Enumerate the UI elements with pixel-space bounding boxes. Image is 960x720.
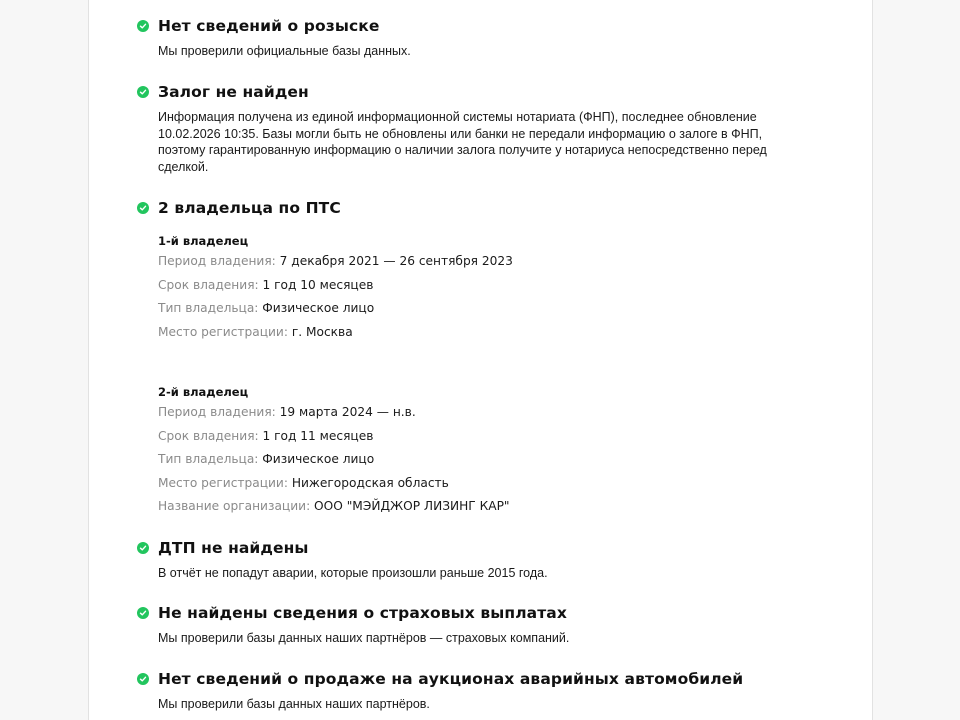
owner-row-label: Период владения:: [158, 254, 276, 268]
check-circle-icon: [137, 86, 149, 98]
owner-row-label: Название организации:: [158, 499, 311, 513]
section-title: Залог не найден: [158, 83, 309, 101]
owner-row-value: 7 декабря 2021 — 26 сентября 2023: [279, 254, 513, 268]
owner-row-value: 1 год 10 месяцев: [262, 277, 374, 292]
owner-row-value: 1 год 11 месяцев: [262, 428, 374, 443]
owner-row: [158, 495, 798, 519]
check-circle-icon: [137, 20, 149, 32]
section-title: Нет сведений о розыске: [158, 17, 380, 35]
owner-row-label: Период владения:: [158, 405, 276, 419]
owner-row-label: Место регистрации:: [158, 324, 288, 339]
owner-row-value: 19 марта 2024 — н.в.: [279, 405, 416, 419]
owner-title: 2-й владелец: [158, 385, 249, 399]
owner-row-label: Место регистрации:: [158, 475, 288, 490]
check-circle-icon: [137, 673, 149, 685]
section-insurance: [137, 601, 817, 647]
owner-row: [158, 425, 798, 449]
section-description: Мы проверили официальные базы данных.: [158, 44, 411, 58]
section-title: Нет сведений о продаже на аукционах аварийных автомобилей: [158, 670, 744, 688]
owner-row-value: Физическое лицо: [262, 452, 375, 466]
section-wanted: [137, 14, 817, 60]
owner-row-value: г. Москва: [291, 324, 353, 339]
owner-row: [158, 297, 798, 321]
owner-row-label: Срок владения:: [158, 277, 259, 292]
section-title: ДТП не найдены: [158, 539, 309, 557]
owner-row-value: ООО "МЭЙДЖОР ЛИЗИНГ КАР": [314, 499, 510, 513]
section-description: Мы проверили базы данных наших партнёров.: [158, 697, 430, 711]
owner-row-label: Срок владения:: [158, 428, 259, 443]
section-owners: [137, 196, 817, 220]
owner-row-value: Нижегородская область: [291, 475, 449, 490]
owner-row: [158, 274, 798, 298]
owner-title: 1-й владелец: [158, 234, 249, 248]
owner-block-1: [158, 232, 798, 344]
section-accidents: [137, 536, 817, 582]
section-description: Мы проверили базы данных наших партнёров — страховых компаний.: [158, 631, 570, 645]
check-circle-icon: [137, 542, 149, 554]
section-title: Не найдены сведения о страховых выплатах: [158, 604, 567, 622]
owner-row-label: Тип владельца:: [158, 301, 259, 315]
check-circle-icon: [137, 202, 149, 214]
owner-row-value: Физическое лицо: [262, 301, 375, 315]
owner-row: [158, 448, 798, 472]
owner-row: [158, 321, 798, 345]
owner-row-label: Тип владельца:: [158, 452, 259, 466]
section-auctions: [137, 667, 817, 713]
owner-block-2: [158, 383, 798, 519]
owner-row: [158, 250, 798, 274]
section-description: Информация получена из единой информационной системы нотариата (ФНП), последнее обновление 10.02.2026 10:35. Базы могли быть не обновлены или банки не передали информацию о залоге в ФНП, поэтому гарантированную информацию о наличии залога получите у нотариуса непосредственно перед сделкой.: [158, 110, 767, 174]
owner-row: [158, 401, 798, 425]
check-circle-icon: [137, 607, 149, 619]
report-card: [88, 0, 873, 720]
section-pledge: [137, 80, 817, 175]
section-description: В отчёт не попадут аварии, которые произошли раньше 2015 года.: [158, 566, 548, 580]
section-title: 2 владельца по ПТС: [158, 199, 341, 217]
owner-row: [158, 472, 798, 496]
